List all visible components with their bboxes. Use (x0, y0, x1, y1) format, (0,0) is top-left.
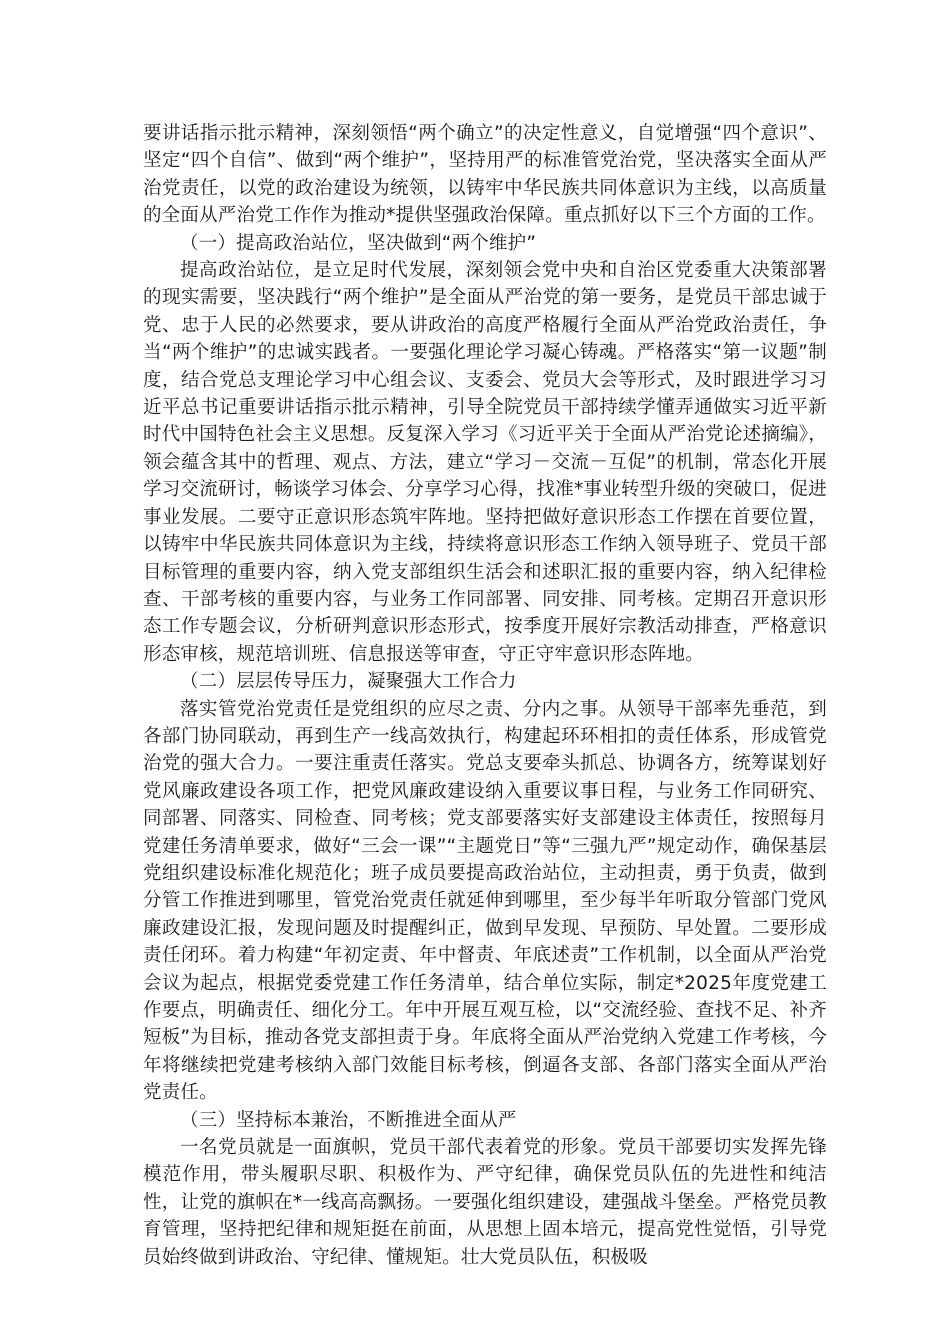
document-page (143, 120, 827, 1271)
section-body-1: 提高政治站位，是立足时代发展，深刻领会党中央和自治区党委重大决策部署的现实需要，坚决践行“两个维护”是全面从严治党的第一要务，是党员干部忠诚于党、忠于人民的必然要求，要从讲政治的高度严格履行全面从严治党政治责任，争当“两个维护”的忠诚实践者。一要强化理论学习凝心铸魂。严格落实“第一议题”制度，结合党总支理论学习中心组会议、支委会、党员大会等形式，及时跟进学习习近平总书记重要讲话指示批示精神，引导全院党员干部持续学懂弄通做实习近平新时代中国特色社会主义思想。反复深入学习《习近平关于全面从严治党论述摘编》，领会蕴含其中的哲理、观点、方法，建立“学习－交流－互促”的机制，常态化开展学习交流研讨，畅谈学习体会、分享学习心得，找准*事业转型升级的突破口，促进事业发展。二要守正意识形态筑牢阵地。坚持把做好意识形态工作摆在首要位置，以铸牢中华民族共同体意识为主线，持续将意识形态工作纳入领导班子、党员干部目标管理的重要内容，纳入党支部组织生活会和述职汇报的重要内容，纳入纪律检查、干部考核的重要内容，与业务工作同部署、同安排、同考核。定期召开意识形态工作专题会议，分析研判意识形态形式，按季度开展好宗教活动排查，严格意识形态审核，规范培训班、信息报送等审查，守正守牢意识形态阵地。 (143, 260, 827, 665)
intro-paragraph: 要讲话指示批示精神，深刻领悟“两个确立”的决定性意义，自觉增强“四个意识”、坚定“四个自信”、做到“两个维护”，坚持用严的标准管党治党，坚决落实全面从严治党责任，以党的政治建设为统领，以铸牢中华民族共同体意识为主线，以高质量的全面从严治党工作作为推动*提供坚强政治保障。重点抓好以下三个方面的工作。 (143, 123, 827, 227)
section-heading-1: （一）提高政治站位，坚决做到“两个维护” (180, 232, 537, 254)
section-body-2: 落实管党治党责任是党组织的应尽之责、分内之事。从领导干部率先垂范，到各部门协同联动，再到生产一线高效执行，构建起环环相扣的责任体系，形成管党治党的强大合力。一要注重责任落实。党总支要牵头抓总、协调各方，统筹谋划好党风廉政建设各项工作，把党风廉政建设纳入重要议事日程，与业务工作同研究、同部署、同落实、同检查、同考核；党支部要落实好支部建设主体责任，按照每月党建任务清单要求，做好“三会一课”“主题党日”等“三强九严”规定动作，确保基层党组织建设标准化规范化；班子成员要提高政治站位，主动担责，勇于负责，做到分管工作推进到哪里，管党治党责任就延伸到哪里，至少每半年听取分管部门党风廉政建设汇报，发现问题及时提醒纠正，做到早发现、早预防、早处置。二要形成责任闭环。着力构建“年初定责、年中督责、年底述责”工作机制，以全面从严治党会议为起点，根据党委党建工作任务清单，结合单位实际，制定*2025年度党建工作要点，明确责任、细化分工。年中开展互观互检，以“交流经验、查找不足、补齐短板”为目标，推动各党支部担责于身。年底将全面从严治党纳入党建工作考核，今年将继续把党建考核纳入部门效能目标考核，倒逼各支部、各部门落实全面从严治党责任。 (143, 698, 827, 1104)
section-heading-2: （二）层层传导压力，凝聚强大工作合力 (180, 671, 517, 693)
section-body-3: 一名党员就是一面旗帜，党员干部代表着党的形象。党员干部要切实发挥先锋模范作用，带头履职尽职、积极作为、严守纪律，确保党员队伍的先进性和纯洁性，让党的旗帜在*一线高高飘扬。一要强化组织建设，建强战斗堡垒。严格党员教育管理，坚持把纪律和规矩挺在前面，从思想上固本培元，提高党性觉悟，引导党员始终做到讲政治、守纪律、懂规矩。壮大党员队伍，积极吸 (143, 1137, 827, 1268)
section-heading-3: （三）坚持标本兼治，不断推进全面从严 (180, 1109, 517, 1131)
